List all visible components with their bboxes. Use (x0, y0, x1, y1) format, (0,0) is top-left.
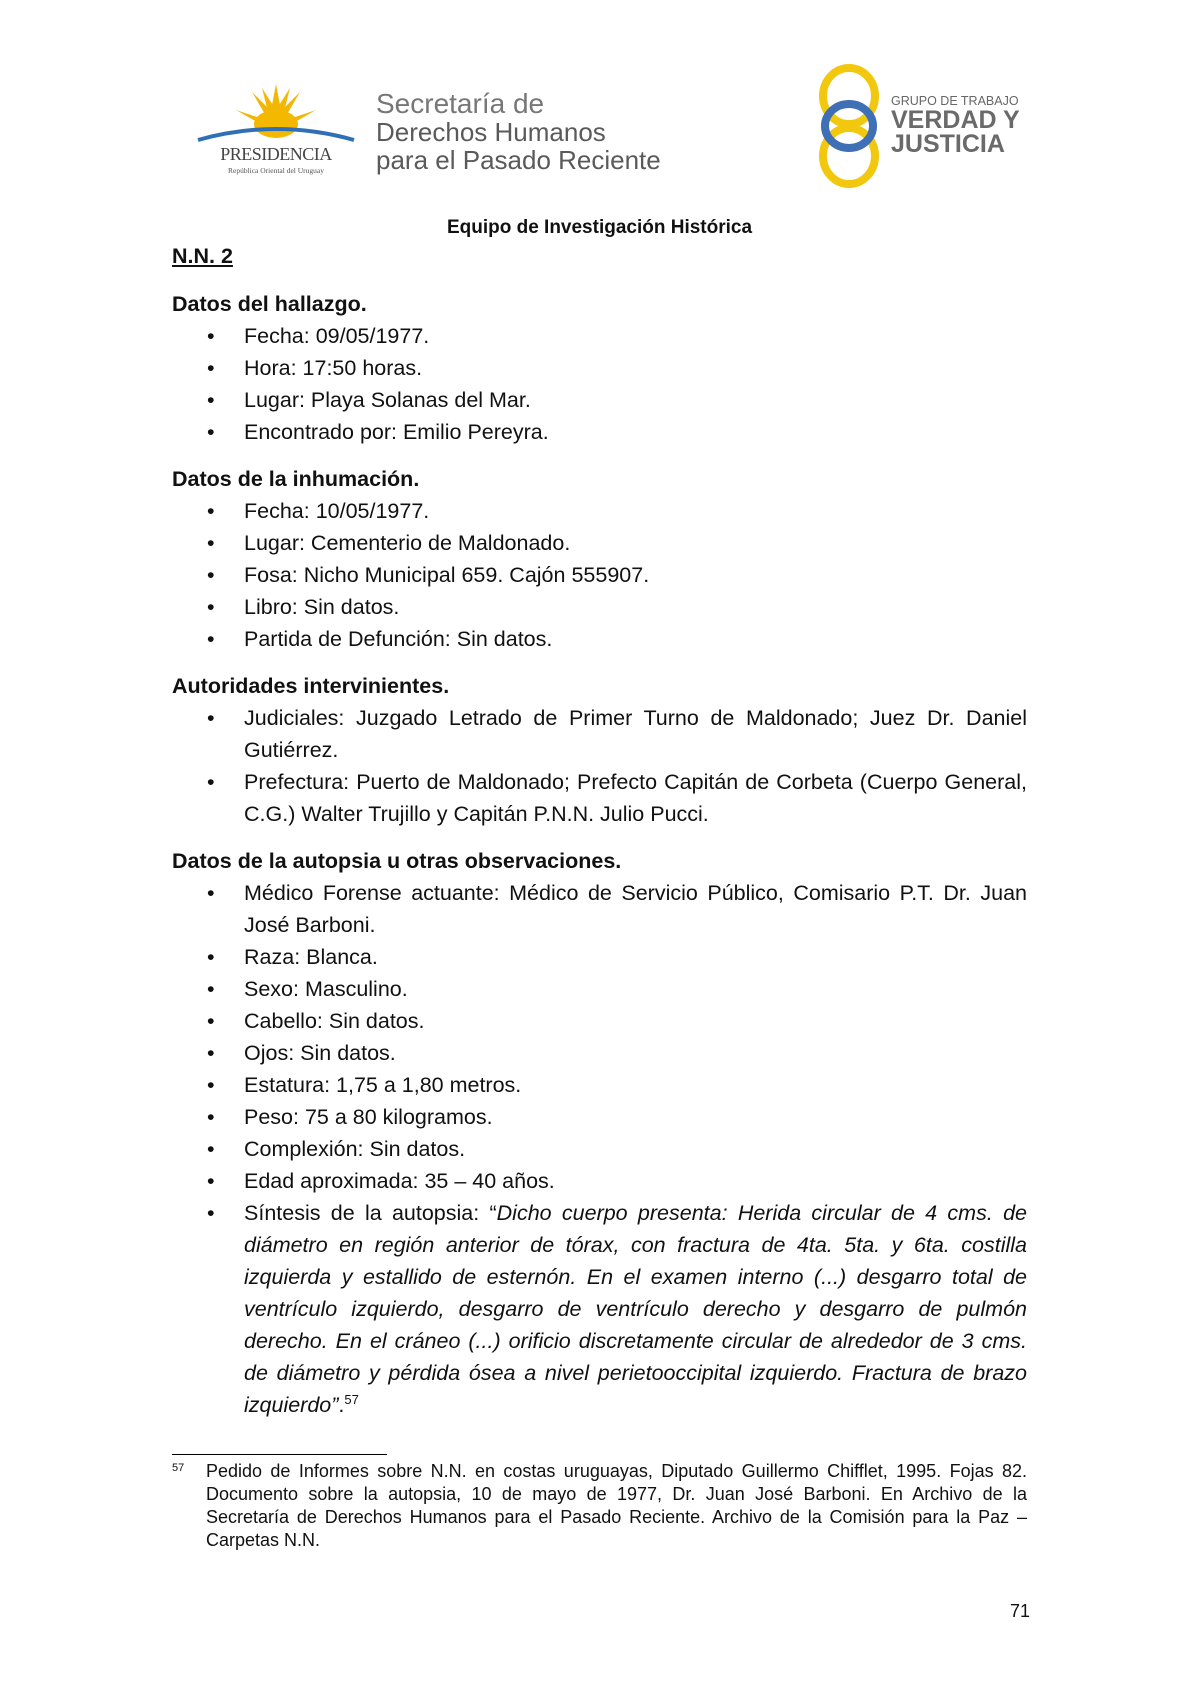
list-item (172, 352, 1027, 384)
grupo-name (891, 108, 1020, 156)
list-item-text: Judiciales: Juzgado Letrado de Primer Turno de Maldonado; Juez Dr. Daniel Gutiérrez. (244, 706, 1027, 762)
list-item-text: Partida de Defunción: Sin datos. (244, 627, 553, 651)
list-item-text: Ojos: Sin datos. (244, 1041, 396, 1065)
bullet-list (172, 877, 1027, 1421)
list-item-text: Encontrado por: Emilio Pereyra. (244, 420, 549, 444)
list-item (172, 384, 1027, 416)
list-item-text: Peso: 75 a 80 kilogramos. (244, 1105, 493, 1129)
list-item (172, 1133, 1027, 1165)
presidencia-logo (196, 80, 356, 180)
list-item (172, 941, 1027, 973)
presidencia-subtitle: República Oriental del Uruguay (227, 166, 324, 175)
grupo-line2: JUSTICIA (891, 130, 1005, 158)
grupo-line1: VERDAD Y (891, 106, 1020, 134)
bullet-icon: • (207, 420, 215, 444)
list-item-text: Prefectura: Puerto de Maldonado; Prefecto Capitán de Corbeta (Cuerpo General, C.G.) Walter Trujillo y Capitán P.N.N. Julio Pucci. (244, 770, 1027, 826)
bullet-icon: • (207, 881, 215, 905)
list-item (172, 623, 1027, 655)
presidencia-name: PRESIDENCIA (220, 144, 332, 164)
list-item-text: Libro: Sin datos. (244, 595, 400, 619)
bullet-icon: • (207, 388, 215, 412)
bullet-icon: • (207, 531, 215, 555)
page-number: 71 (1009, 1601, 1030, 1621)
list-item-text: Lugar: Playa Solanas del Mar. (244, 388, 531, 412)
bullet-icon: • (207, 1201, 215, 1225)
sun-icon (196, 80, 356, 150)
list-item (172, 320, 1027, 352)
bullet-icon: • (207, 563, 215, 587)
footnote-number: 57 (172, 1462, 185, 1474)
list-item (172, 1005, 1027, 1037)
list-item-text: Lugar: Cementerio de Maldonado. (244, 531, 571, 555)
linked-rings-icon (815, 62, 885, 190)
list-item (172, 1069, 1027, 1101)
bullet-icon: • (207, 324, 215, 348)
list-item-text: Fosa: Nicho Municipal 659. Cajón 555907. (244, 563, 650, 587)
list-item (172, 1101, 1027, 1133)
synthesis-end: . (338, 1393, 345, 1417)
bullet-icon: • (207, 1105, 215, 1129)
list-item (172, 877, 1027, 941)
list-item (172, 973, 1027, 1005)
section-heading: Datos de la inhumación. (172, 467, 420, 491)
page-title: N.N. 2 (172, 244, 233, 268)
bullet-list (172, 495, 1027, 655)
footnote (172, 1460, 1027, 1552)
synthesis-quote: Dicho cuerpo presenta: Herida circular de 4 cms. de diámetro en región anterior de tórax, con fractura de 4ta. 5ta. y 6ta. costilla izquierda y estallido de esternón. En el examen interno (...) desgarro total de ventrículo izquierdo, desgarro de ventrículo derecho y desgarro de pulmón derecho. En el cráneo (...) orificio discretamente circular de alrededor de 3 cms. de diámetro y pérdida ósea a nivel perietooccipital izquierdo. Fractura de brazo izquierdo” (244, 1201, 1027, 1417)
list-item (172, 416, 1027, 448)
list-item (172, 1037, 1027, 1069)
list-item-text: Fecha: 09/05/1977. (244, 324, 430, 348)
secretaria-line1: Secretaría de (376, 88, 545, 119)
bullet-icon: • (207, 1137, 215, 1161)
bullet-icon: • (207, 1169, 215, 1193)
bullet-icon: • (207, 356, 215, 380)
document-body (172, 240, 1027, 1436)
bullet-icon: • (207, 1041, 215, 1065)
list-item-text: Hora: 17:50 horas. (244, 356, 423, 380)
list-item-text: Complexión: Sin datos. (244, 1137, 466, 1161)
list-item (172, 702, 1027, 766)
footnote-ref[interactable]: 57 (344, 1392, 359, 1407)
bullet-icon: • (207, 945, 215, 969)
list-item (172, 559, 1027, 591)
list-item (172, 1197, 1027, 1421)
list-item-text: Fecha: 10/05/1977. (244, 499, 430, 523)
secretaria-line2: Derechos Humanos (376, 117, 606, 147)
bullet-list (172, 702, 1027, 830)
bullet-icon: • (207, 595, 215, 619)
bullet-icon: • (207, 977, 215, 1001)
secretaria-logo-text (376, 90, 661, 174)
list-item-text: Médico Forense actuante: Médico de Servicio Público, Comisario P.T. Dr. Juan José Barboni. (244, 881, 1027, 937)
list-item-text: Sexo: Masculino. (244, 977, 408, 1001)
bullet-icon: • (207, 627, 215, 651)
list-item (172, 591, 1027, 623)
list-item-text: Cabello: Sin datos. (244, 1009, 425, 1033)
list-item (172, 527, 1027, 559)
bullet-icon: • (207, 706, 215, 730)
list-item (172, 495, 1027, 527)
grupo-label: GRUPO DE TRABAJO (891, 94, 1019, 108)
list-item (172, 1165, 1027, 1197)
list-item-text: Estatura: 1,75 a 1,80 metros. (244, 1073, 522, 1097)
footnote-divider (172, 1454, 387, 1455)
bullet-icon: • (207, 499, 215, 523)
footnote-text: Pedido de Informes sobre N.N. en costas uruguayas, Diputado Guillermo Chifflet, 1995. Fojas 82. Documento sobre la autopsia, 10 de mayo de 1977, Dr. Juan José Barboni. En Archivo de la Secretaría de Derechos Humanos para el Pasado Reciente. Archivo de la Comisión para la Paz – Carpetas N.N. (206, 1461, 1027, 1550)
verdad-justicia-logo (815, 62, 1035, 190)
list-item (172, 766, 1027, 830)
bullet-icon: • (207, 1073, 215, 1097)
section-heading: Autoridades intervinientes. (172, 674, 450, 698)
synthesis-label: Síntesis de la autopsia: “ (244, 1201, 497, 1225)
team-heading: Equipo de Investigación Histórica (446, 217, 753, 238)
bullet-icon: • (207, 770, 215, 794)
secretaria-line3: para el Pasado Reciente (376, 145, 661, 175)
section-heading: Datos del hallazgo. (172, 292, 367, 316)
section-heading: Datos de la autopsia u otras observaciones. (172, 849, 622, 873)
bullet-icon: • (207, 1009, 215, 1033)
list-item-text: Raza: Blanca. (244, 945, 378, 969)
bullet-list (172, 320, 1027, 448)
list-item-text: Edad aproximada: 35 – 40 años. (244, 1169, 555, 1193)
